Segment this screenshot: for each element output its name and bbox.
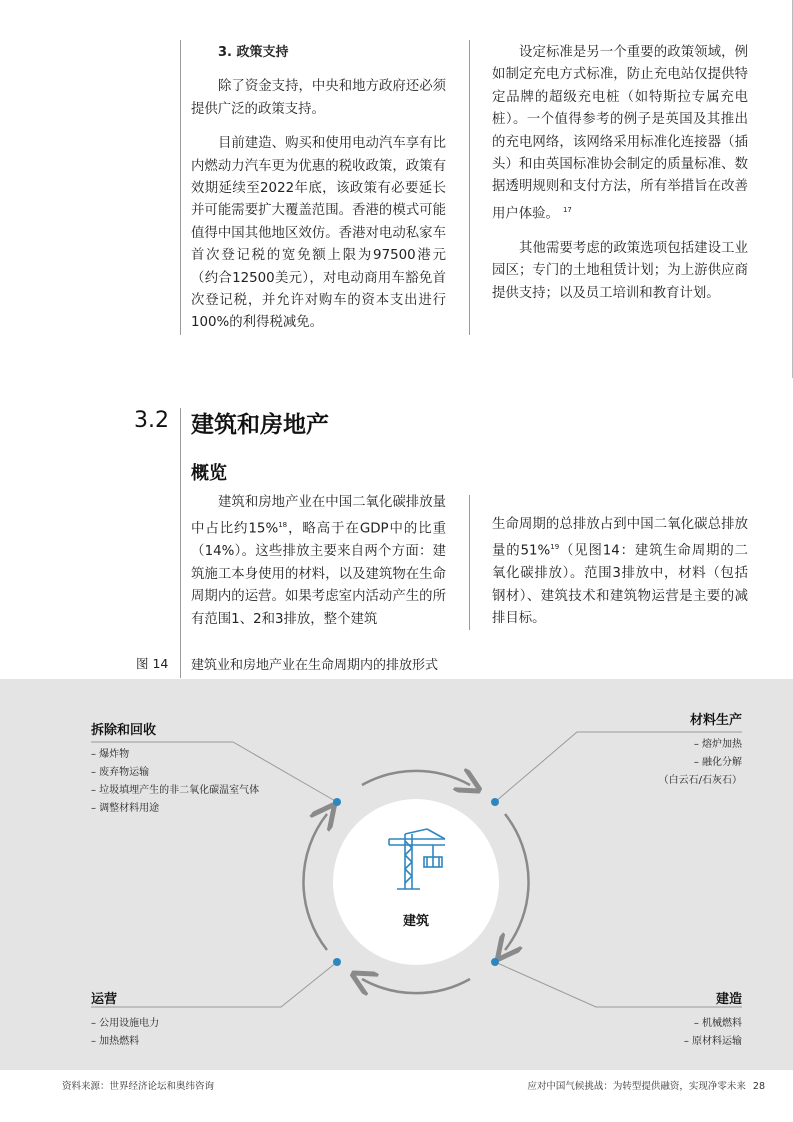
source-note: 资料来源：世界经济论坛和奥纬咨询: [62, 1081, 215, 1092]
other-policy-paragraph: 其他需要考虑的政策选项包括建设工业园区；专门的土地租赁计划；为上游供应商提供支持；以及员工培训和教育计划。: [492, 240, 748, 301]
policy-paragraph-1: 除了资金支持，中央和地方政府还必须提供广泛的政策支持。: [191, 79, 446, 117]
footnote-18: 18: [278, 521, 288, 530]
dot-bottom-left: [333, 958, 341, 966]
group-construction: [560, 988, 742, 1051]
list-item: – 加热燃料: [91, 1036, 140, 1047]
policy-support-heading: 3. 政策支持: [218, 45, 289, 60]
list-item: – 调整材料用途: [91, 803, 160, 814]
figure-caption-divider: [180, 648, 181, 678]
page-number: 28: [752, 1081, 765, 1092]
dot-top-right: [491, 798, 499, 806]
policy-support-column: [191, 42, 446, 335]
footnote-19: 19: [550, 543, 560, 552]
overview-column-2: [492, 514, 748, 631]
overview-heading: 概览: [191, 463, 227, 484]
overview-paragraph-1: 建筑和房地产业在中国二氧化碳排放量中占比约15%$^{18}$，略高于在GDP中的比重（14%）。这些排放主要来自两个方面：建筑施工本身使用的材料，以及建筑物在生命周期内的运营。如果考虑室内活动产生的所有范围1、2和3排放，整个建筑: [191, 495, 447, 627]
center-label: 建筑: [402, 914, 429, 929]
operation-title: 运营: [91, 992, 118, 1007]
report-title: 应对中国气候挑战：为转型提供融资，实现净零未来: [527, 1081, 746, 1092]
list-item: – 熔炉加热: [693, 739, 742, 750]
group-operation: [91, 988, 291, 1051]
overview-paragraph-2: 生命周期的总排放占到中国二氧化碳总排放量的51%$^{19}$（见图14：建筑生命周期的二氧化碳排放）。范围3排放中，材料（包括钢材）、建筑技术和建筑物运营是主要的减排目标。: [492, 517, 749, 627]
dot-bottom-right: [491, 958, 499, 966]
demolition-title: 拆除和回收: [91, 723, 157, 738]
policy-paragraph-2: 目前建造、购买和使用电动汽车享有比内燃动力汽车更为优惠的税收政策，政策有效期延续至2022年底，该政策有必要延长并可能需要扩大覆盖范围。香港的模式可能值得中国其他地区效仿。香港对电动私家车首次登记税的宽免额上限为97500港元（约合12500美元），对电动商用车豁免首次登记税，并允许对购车的资本支出进行100%的利得税减免。: [191, 136, 446, 331]
footnote-17: 17: [562, 205, 572, 214]
dot-top-left: [333, 798, 341, 806]
list-item: – 机械燃料: [693, 1018, 742, 1029]
arc-bottom: [362, 979, 470, 993]
center-circle: [333, 799, 499, 965]
material-production-title: 材料生产: [689, 713, 742, 728]
list-item: – 融化分解: [693, 757, 742, 768]
column-divider-top-middle: [469, 40, 470, 335]
arc-top: [362, 771, 470, 785]
figure-label: 图 14: [136, 656, 169, 671]
figure-14-diagram: [0, 679, 793, 1070]
standards-column: [492, 42, 748, 305]
standards-paragraph: 设定标准是另一个重要的政策领域，例如制定充电方式标准，防止充电站仅提供特定品牌的超级充电桩（如特斯拉专属充电桩）。一个值得参考的例子是英国及其推出的充电网络，该网络采用标准化连接器（插头）和由英国标准协会制定的质量标准、数据透明规则和支付方法，所有举措旨在改善用户体验。 $^{17}$: [492, 45, 748, 222]
section-divider: [180, 408, 181, 678]
overview-column-1: [191, 492, 446, 631]
section-number: 3.2: [134, 408, 169, 433]
list-item: – 废弃物运输: [91, 767, 150, 778]
figure-caption: 建筑业和房地产业在生命周期内的排放形式: [191, 658, 439, 673]
list-item: – 爆炸物: [91, 749, 130, 760]
column-divider-section: [469, 495, 470, 630]
section-title: 建筑和房地产: [191, 412, 329, 438]
list-item: – 原材料运输: [683, 1036, 742, 1047]
construction-title: 建造: [715, 992, 742, 1007]
list-item: – 公用设施电力: [91, 1018, 160, 1029]
list-item: – 垃圾填埋产生的非二氧化碳温室气体: [91, 785, 260, 796]
arc-left: [303, 814, 327, 950]
group-material-production: [560, 709, 742, 790]
list-item: （白云石/石灰石）: [658, 775, 742, 786]
footer-title: [527, 1078, 765, 1092]
group-demolition-recycling: [91, 719, 311, 818]
column-divider-top-left: [180, 40, 181, 335]
arc-right: [505, 814, 529, 950]
